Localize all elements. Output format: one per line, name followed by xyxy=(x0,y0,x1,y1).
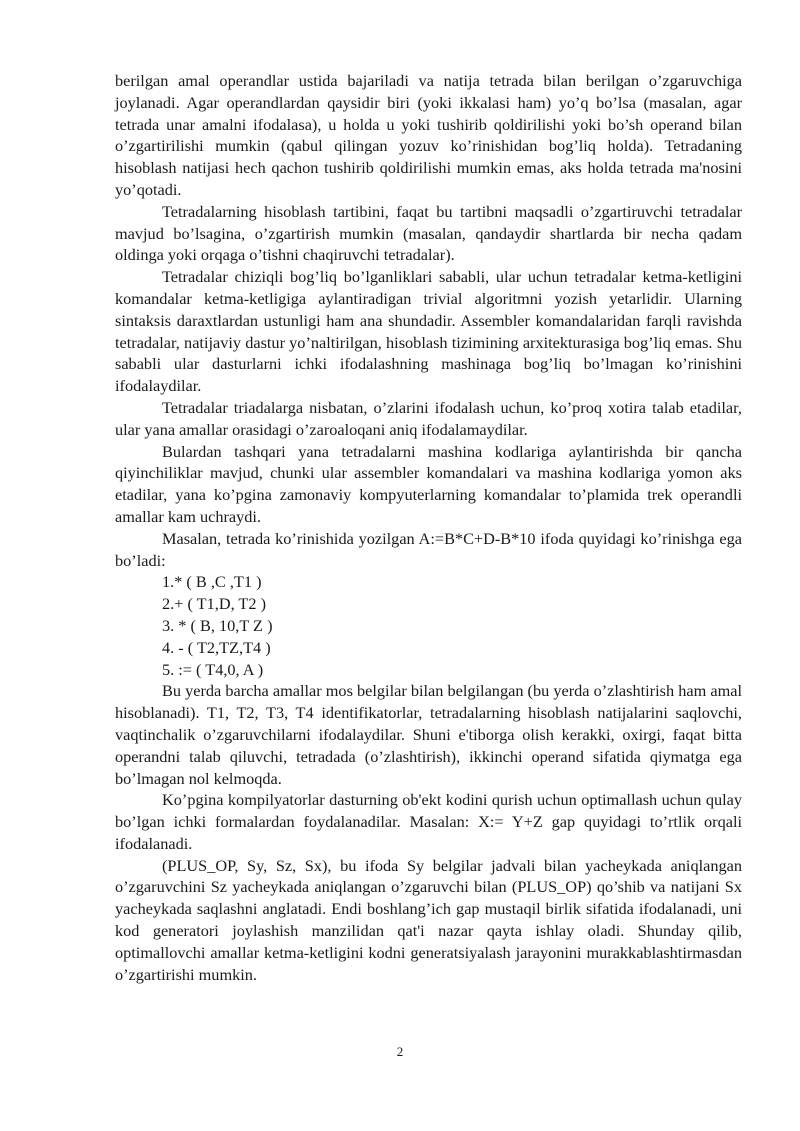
page-number: 2 xyxy=(396,1044,404,1059)
paragraph: berilgan amal operandlar ustida bajariladi va natija tetrada bilan berilgan o’zgaruvchiga joylanadi. Agar operandlardan qaysidir biri (yoki ikkalasi ham) yo’q bo’lsa (masalan, agar tetrada unar amalni ifodalasa), u holda u yoki tushirib qoldirilishi yoki bo’sh operand bilan o’zgartirilishi mumkin (qabul qilingan yozuv ko’rinishidan bog’liq holda). Tetradaning hisoblash natijasi hech qachon tushirib qoldirilishi mumkin emas, aks holda tetrada ma'nosini yo’qotadi. xyxy=(115,71,742,199)
code-line: 2.+ ( T1,D, T2 ) xyxy=(162,594,266,614)
paragraph: Tetradalar chiziqli bog’liq bo’lganliklari sababli, ular uchun tetradalar ketma-ketligini komandalar ketma-ketligiga aylantiradigan trivial algoritmni yozish yetarlidir. Ularning sintaksis daraxtlardan ustunligi ham ana shundadir. Assembler komandalaridan farqli ravishda tetradalar, natijaviy dastur yo’naltirilgan, hisoblash tizimining arxitekturasiga bog’liq emas. Shu sababli ular dasturlarni ichki ifodalashning mashinaga bog’liq bo’lmagan ko’rinishini ifodalaydilar. xyxy=(115,267,742,396)
paragraph: Masalan, tetrada ko’rinishida yozilgan A:=B*C+D-B*10 ifoda quyidagi ko’rinishga ega bo’ladi: xyxy=(115,528,742,570)
document-body xyxy=(115,70,742,985)
paragraph: Tetradalarning hisoblash tartibini, faqat bu tartibni maqsadli o’zgartiruvchi tetradalar mavjud bo’lsagina, o’zgartirish mumkin (masalan, qandaydir shartlarda bir necha qadam oldinga yoki orqaga o’tishni chaqiruvchi tetradalar). xyxy=(115,201,742,265)
tetrada-code-listing xyxy=(115,571,742,680)
code-line: 5. := ( T4,0, A ) xyxy=(162,659,264,679)
code-line: 3. * ( B, 10,T Z ) xyxy=(162,615,273,635)
paragraph: Bu yerda barcha amallar mos belgilar bilan belgilangan (bu yerda o’zlashtirish ham amal hisoblanadi). T1, T2, T3, T4 identifikatorlar, tetradalarning hisoblash natijalarini saqlovchi, vaqtinchalik o’zgaruvchilarni ifodalaydilar. Shuni e'tiborga olish kerakki, oxirgi, faqat bitta operandni talab qiluvchi, tetradada (o’zlashtirish), ikkinchi operand sifatida qiymatga ega bo’lmagan nol kelmoqda. xyxy=(115,681,742,788)
code-line: 4. - ( T2,TZ,T4 ) xyxy=(162,637,271,657)
paragraph: (PLUS_OP, Sy, Sz, Sx), bu ifoda Sy belgilar jadvali bilan yacheykada aniqlangan o’zgaruvchini Sz yacheykada aniqlangan o’zgaruvchi bilan (PLUS_OP) qo’shib va natijani Sx yacheykada saqlashni anglatadi. Endi boshlang’ich gap mustaqil birlik sifatida ifodalanadi, uni kod generatori joylashish manzilidan qat'i nazar qayta ishlay oladi. Shunday qilib, optimallovchi amallar ketma-ketligini kodni generatsiyalash jarayonini murakkablashtirmasdan o’zgartirishi mumkin. xyxy=(115,855,742,984)
paragraph: Bulardan tashqari yana tetradalarni mashina kodlariga aylantirishda bir qancha qiyinchiliklar mavjud, chunki ular assembler komandalari va mashina kodlariga yomon aks etadilar, yana ko’pgina zamonaviy kompyuterlarning komandalar to’plamida trek operandli amallar kam uchraydi. xyxy=(115,441,742,526)
paragraph: Tetradalar triadalarga nisbatan, o’zlarini ifodalash uchun, ko’proq xotira talab etadilar, ular yana amallar orasidagi o’zaroaloqani aniq ifodalamaydilar. xyxy=(115,397,742,439)
code-line: 1.* ( B ,C ,T1 ) xyxy=(162,572,262,592)
paragraph: Ko’pgina kompilyatorlar dasturning ob'ekt kodini qurish uchun optimallash uchun qulay bo’lgan ichki formalardan foydalanadilar. Masalan: X:= Y+Z gap quyidagi to’rtlik orqali ifodalanadi. xyxy=(115,790,742,853)
